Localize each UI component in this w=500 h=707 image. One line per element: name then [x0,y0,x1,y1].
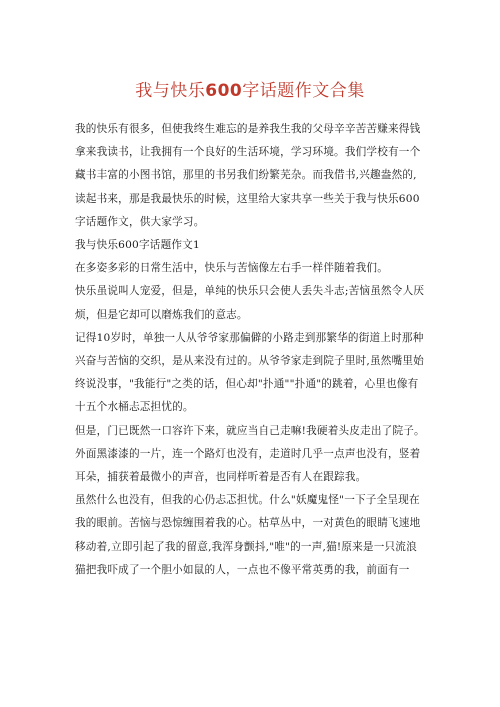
paragraph-intro: 我的快乐有很多，但使我终生难忘的是养我生我的父母辛辛苦苦赚来得钱拿来我读书，让我拥有一个良好的生活环境，学习环境。我们学校有一个藏书丰富的小图书馆，那里的书另我们纷繁芜杂。而我借书,兴趣盎然的,读起书来，那是我最快乐的时候，这里给大家共享一些关于我与快乐600字话题作文，供大家学习。 [75,123,421,228]
paragraph: 但是，门已既然一口容许下来，就应当自己走嘛!我硬着头皮走出了院子。外面黑漆漆的一片，连一个路灯也没有，走道时几乎一点声也没有，竖着耳朵，捕获着最微小的声音，也同样听着是否有人在跟踪我。 [75,424,425,484]
paragraph: 在多姿多彩的日常生活中，快乐与苦恼像左右手一样伴随着我们。 [75,262,389,275]
document-body [75,118,427,582]
document-title [0,80,500,102]
document-title-text: 我与快乐600字话题作文合集 [135,81,365,101]
paragraph: 记得10岁时，单独一人从爷爷家那偏僻的小路走到那繁华的街道上时那种兴奋与苦恼的交织，是从来没有过的。从爷爷家走到院子里时,虽然嘴里始终说没事，"我能行"之类的话，但心却"扑通""扑通"的跳着，心里也像有十五个水桶忐忑担忧的。 [75,331,424,414]
paragraph: 虽然什么也没有，但我的心仍忐忑担忧。什么"妖魔鬼怪"一下子全呈现在我的眼前。苦恼与恐惊缠围着我的心。枯草丛中，一对黄色的眼睛飞速地移动着,立即引起了我的留意,我浑身颤抖,"唯"的一声,猫!原来是一只流浪猫把我吓成了一个胆小如鼠的人，一点也不像平常英勇的我，前面有一 [75,494,421,576]
paragraph: 快乐虽说叫人宠爱，但是，单纯的快乐只会使人丢失斗志;苦恼虽然令人厌烦，但是它却可以磨炼我们的意志。 [75,285,425,321]
section-heading: 我与快乐600字话题作文1 [75,239,200,252]
